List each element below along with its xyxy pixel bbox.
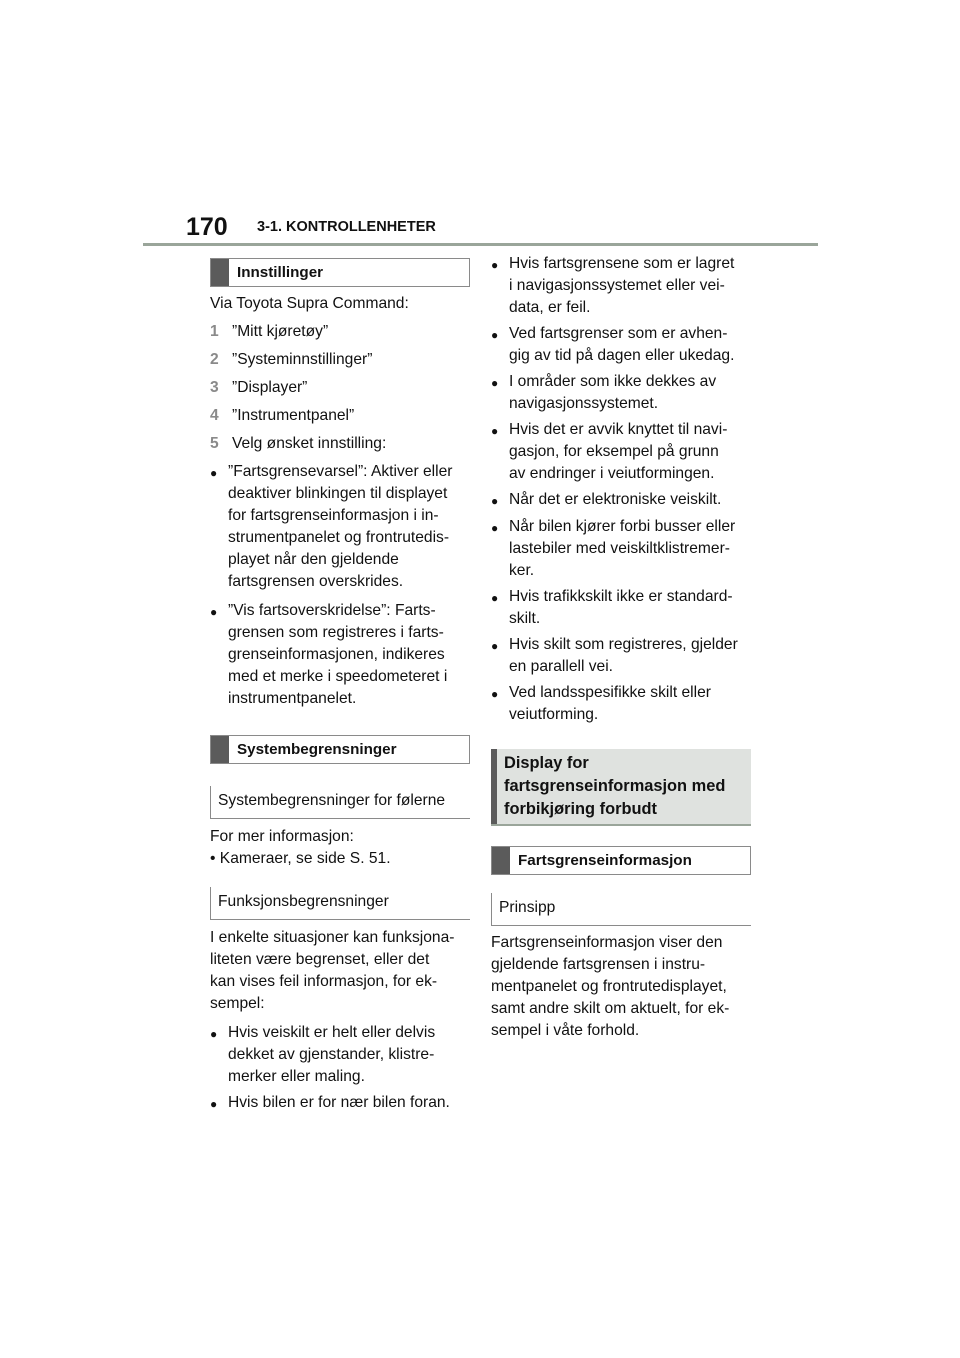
step-item: 5 Velg ønsket innstilling: — [210, 435, 387, 452]
bullet-item: ● Hvis fartsgrensene som er lagret i navigasjonssystemet eller vei- data, er feil. — [491, 253, 751, 319]
heading-display-overtaking: Display for fartsgrenseinformasjon med forbikjøring forbudt — [491, 749, 751, 826]
subheading-function: Funksjonsbegrensninger — [210, 887, 470, 920]
step-item: 2 ”Systeminnstillinger” — [210, 351, 373, 368]
principle-paragraph: Fartsgrenseinformasjon viser den gjeldende fartsgrensen i instru- mentpanelet og frontrutedisplayet, samt andre skilt om aktuelt, for ek- sempel i våte forhold. — [491, 934, 730, 1039]
bullet-dot-icon: ● — [210, 1027, 218, 1041]
section-title: 3-1. KONTROLLENHETER — [257, 219, 436, 235]
more-info-text: For mer informasjon: — [210, 828, 354, 845]
bullet-dot-icon: ● — [491, 258, 499, 272]
bullet-dot-icon: ● — [210, 605, 218, 619]
bullet-item: ● ”Vis fartsoverskridelse”: Farts- grensen som registreres i farts- grenseinformasjonen, indikeres med et merke i speedometeret i instrumentpanelet. — [210, 600, 470, 710]
bullet-dot-icon: ● — [491, 424, 499, 438]
bullet-dot-icon: ● — [210, 1097, 218, 1111]
header-rule — [143, 243, 818, 246]
heading-bar — [211, 259, 229, 286]
heading-bar — [491, 749, 497, 824]
bullet-item: ● Ved fartsgrenser som er avhen- gig av tid på dagen eller ukedag. — [491, 323, 751, 367]
via-text: Via Toyota Supra Command: — [210, 295, 409, 312]
bullet-item: ● Når bilen kjører forbi busser eller lastebiler med veiskiltklistremer- ker. — [491, 516, 751, 582]
bullet-dot-icon: ● — [491, 591, 499, 605]
subheading-sensors: Systembegrensninger for følerne — [210, 786, 470, 819]
page-number: 170 — [186, 213, 228, 241]
bullet-item: ● I områder som ikke dekkes av navigasjonssystemet. — [491, 371, 751, 415]
bullet-dot-icon: ● — [491, 639, 499, 653]
step-item: 1 ”Mitt kjøretøy” — [210, 323, 329, 340]
heading-system-limits: Systembegrensninger — [210, 735, 470, 764]
left-column — [210, 258, 470, 1115]
step-item: 3 ”Displayer” — [210, 379, 308, 396]
bullet-item: ● Hvis det er avvik knyttet til navi- gasjon, for eksempel på grunn av endringer i veiutformingen. — [491, 419, 751, 485]
cameras-reference: • Kameraer, se side S. 51. — [210, 850, 391, 867]
bullet-item: ● Når det er elektroniske veiskilt. — [491, 489, 751, 512]
heading-speed-info: Fartsgrenseinformasjon — [491, 846, 751, 875]
bullet-dot-icon: ● — [491, 376, 499, 390]
bullet-dot-icon: ● — [491, 687, 499, 701]
bullet-dot-icon: ● — [491, 328, 499, 342]
bullet-item: ● Hvis bilen er for nær bilen foran. — [210, 1092, 470, 1115]
heading-bar — [211, 736, 229, 763]
intro-paragraph: I enkelte situasjoner kan funksjona- liteten være begrenset, eller det kan vises feil informasjon, for ek- sempel: — [210, 929, 455, 1012]
bullet-dot-icon: ● — [491, 494, 499, 508]
steps-list — [210, 321, 470, 455]
bullet-dot-icon: ● — [210, 466, 218, 480]
step-item: 4 ”Instrumentpanel” — [210, 407, 355, 424]
bullet-item: ● Hvis veiskilt er helt eller delvis dekket av gjenstander, klistre- merker eller maling. — [210, 1022, 470, 1088]
bullet-item: ● ”Fartsgrensevarsel”: Aktiver eller deaktiver blinkingen til displayet for fartsgrenseinformasjon i in- strumentpanelet og frontrutedis- playet når den gjeldende fartsgrensen overskrides. — [210, 461, 470, 593]
bullet-item: ● Hvis trafikkskilt ikke er standard- skilt. — [491, 586, 751, 630]
bullet-item: ● Hvis skilt som registreres, gjelder en parallell vei. — [491, 634, 751, 678]
heading-bar — [492, 847, 510, 874]
bullet-dot-icon: ● — [491, 521, 499, 535]
subheading-principle: Prinsipp — [491, 893, 751, 926]
bullet-item: ● Ved landsspesifikke skilt eller veiutforming. — [491, 682, 751, 726]
right-column — [491, 253, 751, 1042]
heading-settings: Innstillinger — [210, 258, 470, 287]
